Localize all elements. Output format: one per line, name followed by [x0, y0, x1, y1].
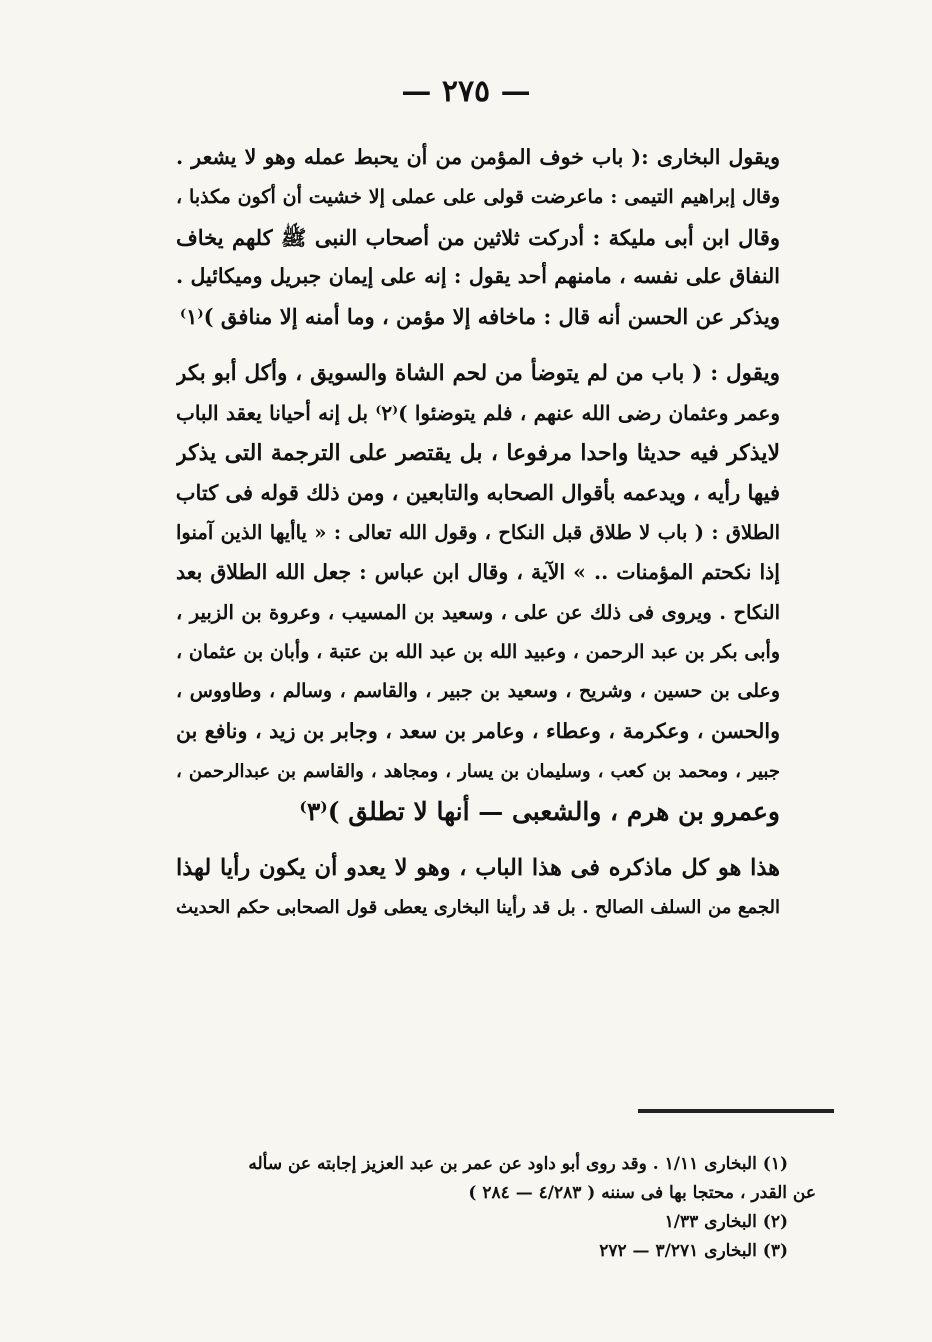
- text-line: الجمع من السلف الصالح . بل قد رأينا البخارى يعطى قول الصحابى حكم الحديث: [176, 897, 780, 919]
- text-line: إذا نكحتم المؤمنات .. » الآية ، وقال ابن عباس : جعل الله الطلاق بعد: [176, 559, 780, 584]
- text-line: ويذكر عن الحسن أنه قال : ماخافه إلا مؤمن ، وما أمنه إلا منافق )⁽١⁾: [179, 304, 780, 330]
- text-line: وعلى بن حسين ، وشريح ، وسعيد بن جبير ، والقاسم ، وسالم ، وطاووس ،: [176, 680, 780, 703]
- footnote-2: (٢) البخارى ١/٣٣: [664, 1212, 788, 1232]
- footnotes: [176, 1150, 816, 1266]
- text-line: الطلاق : ( باب لا طلاق قبل النكاح ، وقول الله تعالى : « ياأيها الذين آمنوا: [176, 521, 780, 545]
- text-line: وأبى بكر بن عبد الرحمن ، وعبيد الله بن عبد الله بن عتبة ، وأبان بن عثمان ،: [176, 640, 780, 663]
- paragraph-2: [176, 354, 780, 832]
- text-line: ويقول البخارى :( باب خوف المؤمن من أن يحبط عمله وهو لا يشعر .: [176, 145, 780, 169]
- footnote-separator: [638, 1109, 834, 1113]
- paragraph-3: [176, 849, 780, 929]
- footnote-3: (٣) البخارى ٣/٢٧١ — ٢٧٢: [599, 1241, 788, 1261]
- main-text: [176, 138, 780, 928]
- text-line: جبير ، ومحمد بن كعب ، وسليمان بن يسار ، ومجاهد ، والقاسم بن عبدالرحمن ،: [176, 760, 780, 782]
- page-number: — ٢٧٥ —: [401, 74, 531, 109]
- paragraph-1: [176, 138, 780, 337]
- text-line: وعمرو بن هرم ، والشعبى — أنها لا تطلق )⁽٣⁾: [299, 796, 780, 826]
- text-line: هذا هو كل ماذكره فى هذا الباب ، وهو لا يعدو أن يكون رأيا لهذا: [176, 854, 780, 881]
- text-line: لايذكر فيه حديثا واحدا مرفوعا ، بل يقتصر على الترجمة التى يذكر: [176, 439, 780, 466]
- footnote-1-continued: عن القدر ، محتجا بها فى سننه ( ٤/٢٨٣ — ٢٨٤ ): [468, 1183, 816, 1203]
- text-line: النكاح . ويروى فى ذلك عن على ، وسعيد بن المسيب ، وعروة بن الزبير ،: [176, 600, 780, 624]
- text-line: والحسن ، وعكرمة ، وعطاء ، وعامر بن سعد ، وجابر بن زيد ، ونافع بن: [176, 719, 780, 744]
- text-line: وقال إبراهيم التيمى : ماعرضت قولى على عملى إلا خشيت أن أكون مكذبا ،: [176, 185, 780, 208]
- text-line: وقال ابن أبى مليكة : أدركت ثلاثين من أصحاب النبى ﷺ كلهم يخاف: [176, 224, 780, 250]
- text-line: وعمر وعثمان رضى الله عنهم ، فلم يتوضئوا )⁽٢⁾ بل إنه أحيانا يعقد الباب: [176, 400, 780, 425]
- footnote-1: (١) البخارى ١/١١ . وقد روى أبو داود عن عمر بن عبد العزيز إجابته عن سأله: [248, 1154, 788, 1174]
- text-line: ويقول : ( باب من لم يتوضأ من لحم الشاة والسويق ، وأكل أبو بكر: [176, 360, 780, 386]
- text-line: النفاق على نفسه ، مامنهم أحد يقول : إنه على إيمان جبريل وميكائيل .: [176, 264, 780, 289]
- text-line: فيها رأيه ، ويدعمه بأقوال الصحابه والتابعين ، ومن ذلك قوله فى كتاب: [176, 480, 780, 506]
